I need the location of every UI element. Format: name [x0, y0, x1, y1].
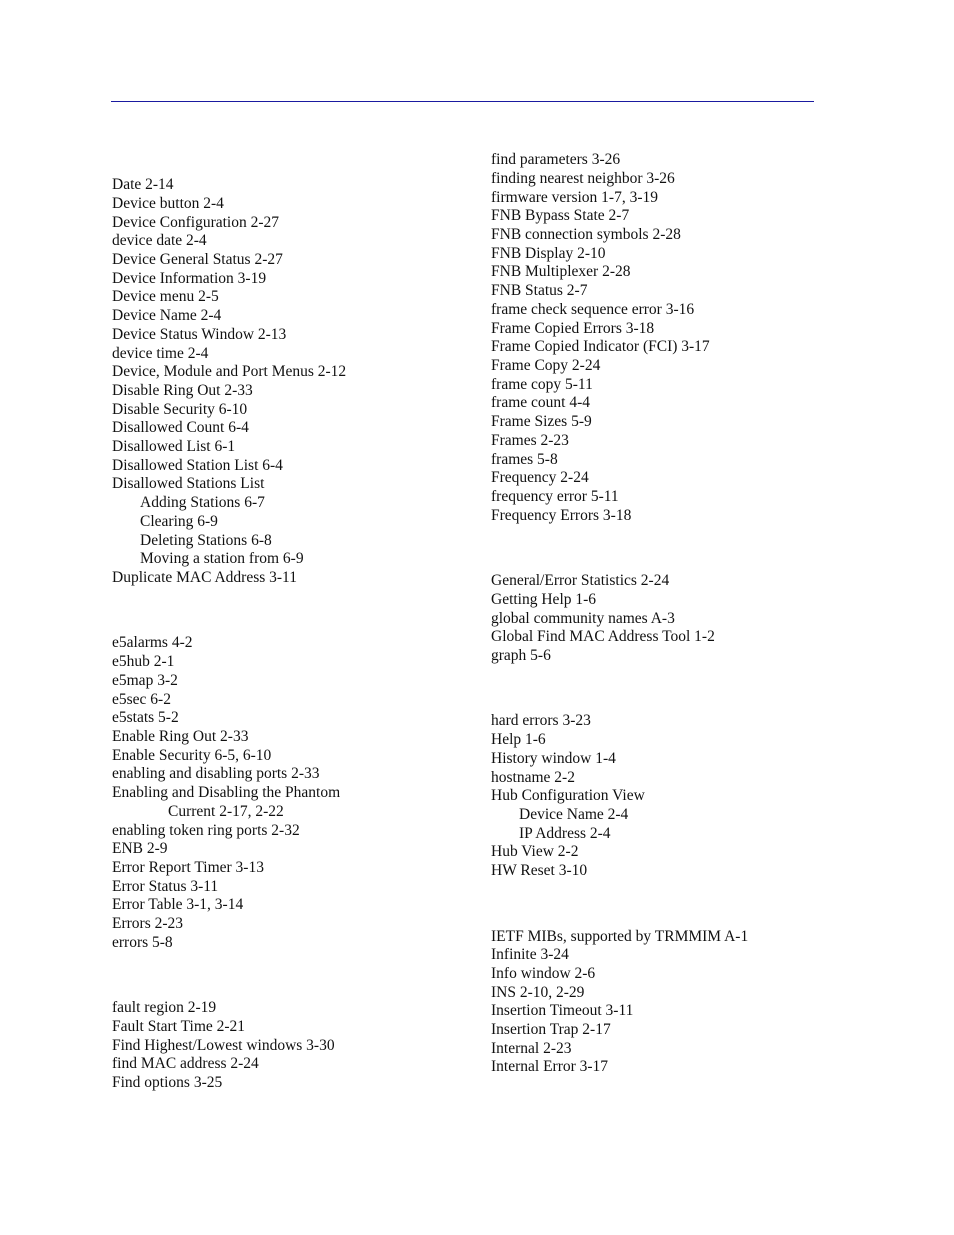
index-entry: frame count 4-4 — [491, 394, 590, 411]
index-entry: Find options 3-25 — [112, 1074, 223, 1091]
index-entry: Frame Copied Errors 3-18 — [491, 320, 655, 337]
index-entry: e5sec 6-2 — [112, 691, 171, 708]
index-entry: Date 2-14 — [112, 176, 174, 193]
index-entry: Device Status Window 2-13 — [112, 326, 287, 343]
index-entry: Disallowed Count 6-4 — [112, 419, 249, 436]
index-entry: find parameters 3-26 — [491, 151, 621, 168]
index-entry: device date 2-4 — [112, 232, 207, 249]
index-entry: errors 5-8 — [112, 934, 173, 951]
index-entry: Info window 2-6 — [491, 965, 596, 982]
index-entry: find MAC address 2-24 — [112, 1055, 259, 1072]
index-entry: Find Highest/Lowest windows 3-30 — [112, 1037, 335, 1054]
index-entry: Frame Copied Indicator (FCI) 3-17 — [491, 338, 710, 355]
index-entry: Device General Status 2-27 — [112, 251, 283, 268]
index-entry: Device, Module and Port Menus 2-12 — [112, 363, 347, 380]
index-entry: Frequency 2-24 — [491, 469, 589, 486]
index-entry: frames 5-8 — [491, 451, 558, 468]
index-subentry: Deleting Stations 6-8 — [140, 532, 272, 549]
index-entry: e5map 3-2 — [112, 672, 178, 689]
index-entry: Error Status 3-11 — [112, 878, 219, 895]
index-entry: FNB Status 2-7 — [491, 282, 588, 299]
index-entry: Getting Help 1-6 — [491, 591, 597, 608]
index-entry: enabling and disabling ports 2-33 — [112, 765, 320, 782]
index-entry: frequency error 5-11 — [491, 488, 619, 505]
index-entry: graph 5-6 — [491, 647, 551, 664]
index-subentry: Device Name 2-4 — [519, 806, 629, 823]
index-entry: Device Configuration 2-27 — [112, 214, 280, 231]
index-entry: Frequency Errors 3-18 — [491, 507, 632, 524]
index-subentry: Clearing 6-9 — [140, 513, 218, 530]
index-subentry: Moving a station from 6-9 — [140, 550, 304, 567]
index-entry: finding nearest neighbor 3-26 — [491, 170, 675, 187]
index-entry: Disable Security 6-10 — [112, 401, 248, 418]
index-entry: Device Information 3-19 — [112, 270, 267, 287]
index-entry: frame check sequence error 3-16 — [491, 301, 695, 318]
index-entry: INS 2-10, 2-29 — [491, 984, 585, 1001]
index-entry: Frame Sizes 5-9 — [491, 413, 592, 430]
index-entry: ENB 2-9 — [112, 840, 168, 857]
index-entry: hard errors 3-23 — [491, 712, 591, 729]
index-entry: FNB Display 2-10 — [491, 245, 606, 262]
index-entry: Hub Configuration View — [491, 787, 645, 804]
index-entry: HW Reset 3-10 — [491, 862, 588, 879]
index-entry: Errors 2-23 — [112, 915, 184, 932]
index-entry: fault region 2-19 — [112, 999, 217, 1016]
index-entry: frame copy 5-11 — [491, 376, 593, 393]
index-entry: Device button 2-4 — [112, 195, 224, 212]
index-entry: Enabling and Disabling the Phantom — [112, 784, 341, 801]
index-entry: Infinite 3-24 — [491, 946, 569, 963]
index-entry: FNB Bypass State 2-7 — [491, 207, 630, 224]
index-entry: FNB connection symbols 2-28 — [491, 226, 681, 243]
index-entry: History window 1-4 — [491, 750, 616, 767]
index-entry: Error Report Timer 3-13 — [112, 859, 264, 876]
index-subentry: Current 2-17, 2-22 — [168, 803, 284, 820]
index-subentry: Adding Stations 6-7 — [140, 494, 265, 511]
index-entry: Frames 2-23 — [491, 432, 569, 449]
index-entry: Duplicate MAC Address 3-11 — [112, 569, 297, 586]
index-entry: e5alarms 4-2 — [112, 634, 193, 651]
index-entry: Insertion Trap 2-17 — [491, 1021, 611, 1038]
index-entry: Internal Error 3-17 — [491, 1058, 609, 1075]
index-entry: Internal 2-23 — [491, 1040, 572, 1057]
index-entry: Frame Copy 2-24 — [491, 357, 601, 374]
index-entry: device time 2-4 — [112, 345, 209, 362]
index-entry: Enable Ring Out 2-33 — [112, 728, 249, 745]
index-entry: Help 1-6 — [491, 731, 546, 748]
index-entry: Disallowed List 6-1 — [112, 438, 236, 455]
index-entry: Fault Start Time 2-21 — [112, 1018, 246, 1035]
index-entry: IETF MIBs, supported by TRMMIM A-1 — [491, 928, 749, 945]
index-entry: e5stats 5-2 — [112, 709, 179, 726]
index-entry: Disallowed Stations List — [112, 475, 265, 492]
index-entry: Hub View 2-2 — [491, 843, 579, 860]
index-entry: Error Table 3-1, 3-14 — [112, 896, 244, 913]
index-entry: General/Error Statistics 2-24 — [491, 572, 670, 589]
index-entry: enabling token ring ports 2-32 — [112, 822, 300, 839]
header-rule — [111, 101, 814, 102]
index-entry: hostname 2-2 — [491, 769, 575, 786]
index-entry: Disallowed Station List 6-4 — [112, 457, 283, 474]
index-entry: Device Name 2-4 — [112, 307, 222, 324]
index-subentry: IP Address 2-4 — [519, 825, 611, 842]
index-entry: global community names A-3 — [491, 610, 675, 627]
index-entry: Insertion Timeout 3-11 — [491, 1002, 634, 1019]
index-entry: e5hub 2-1 — [112, 653, 175, 670]
index-entry: Disable Ring Out 2-33 — [112, 382, 253, 399]
index-entry: firmware version 1-7, 3-19 — [491, 189, 659, 206]
index-entry: Global Find MAC Address Tool 1-2 — [491, 628, 715, 645]
index-entry: Device menu 2-5 — [112, 288, 219, 305]
index-entry: Enable Security 6-5, 6-10 — [112, 747, 272, 764]
index-entry: FNB Multiplexer 2-28 — [491, 263, 631, 280]
